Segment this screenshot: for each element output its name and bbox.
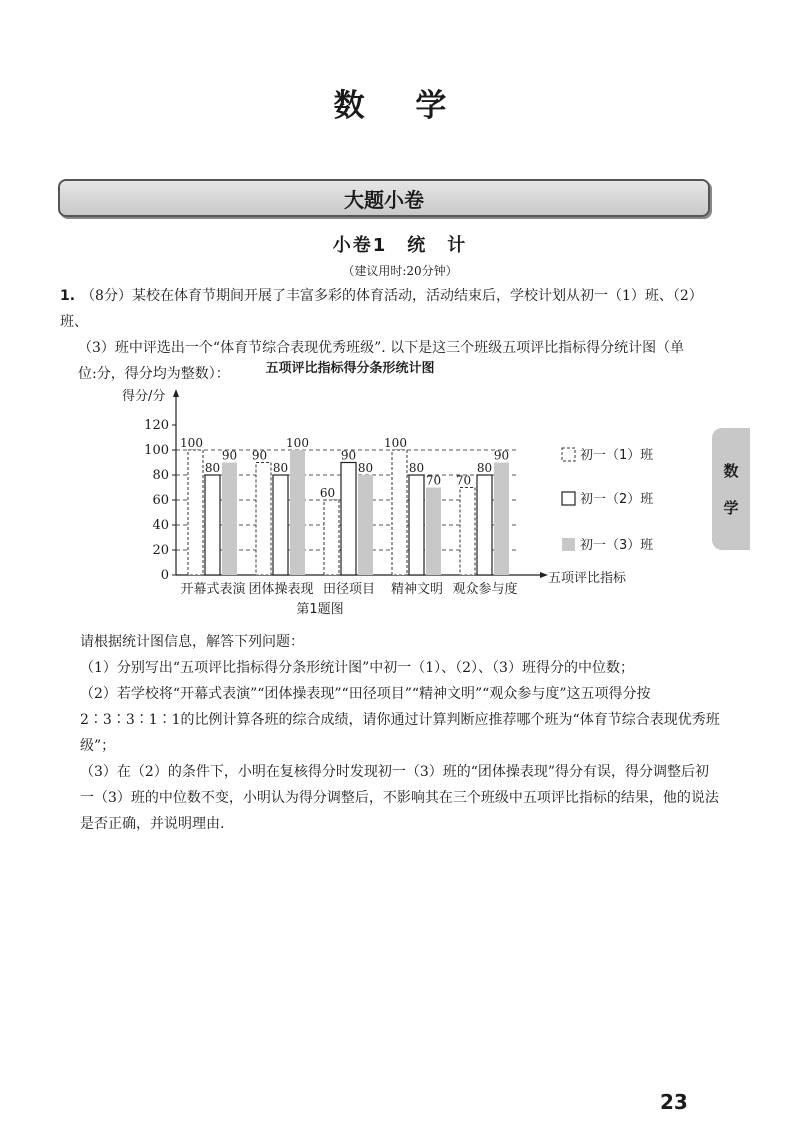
x-tick-label: 田径项目 [322,582,376,597]
bar [341,463,356,576]
bar [205,475,220,575]
bar [426,488,441,576]
subject-title: 数 学 [333,88,467,124]
bar-value-label: 100 [286,436,309,450]
question-line-3: 位:分，得分均为整数）： [78,366,230,382]
bar-value-label: 80 [272,461,289,475]
y-tick-label: 0 [160,568,169,583]
question-number: 1. [60,288,76,304]
bar [222,463,237,576]
y-axis-label: 得分/分 [122,389,166,404]
x-axis-label: 五项评比指标 [548,571,627,586]
legend-label: 初一（3）班 [580,538,654,553]
bar-value-label: 70 [455,473,472,488]
bar [188,450,203,575]
bar [494,463,509,576]
x-tick-label: 观众参与度 [452,582,518,597]
legend-swatch [562,448,575,461]
y-axis-arrow [173,389,179,397]
chart-caption: 第1题图 [296,602,344,617]
bar-value-label: 80 [408,461,425,475]
question-line-1: （8分）某校在体育节期间开展了丰富多彩的体育活动，活动结束后，学校计划从初一（1）班、（2）班、 [60,288,703,330]
bar-value-label: 80 [204,461,221,475]
bar [324,500,339,575]
subject-side-tab [712,428,750,550]
bar [290,450,305,575]
answer-instructions [80,629,720,837]
bar-value-label: 90 [221,448,238,463]
legend-label: 初一（1）班 [580,448,654,463]
bar-value-label: 80 [476,461,493,475]
y-tick-label: 120 [144,418,169,433]
bar [273,475,288,575]
bar-value-label: 100 [384,436,407,450]
bar-value-label: 90 [340,448,357,463]
time-note: （建议用时:20分钟） [342,264,458,278]
bar-value-label: 90 [493,448,510,463]
legend-swatch [562,492,575,505]
bar [477,475,492,575]
x-tick-label: 开幕式表演 [180,582,246,597]
x-axis-arrow [540,572,548,578]
y-tick-label: 100 [144,443,169,458]
bar [409,475,424,575]
answer-part-1: （1）分别写出“五项评比指标得分条形统计图”中初一（1）、（2）、（3）班得分的中位数； [80,660,634,676]
bar-value-label: 100 [180,436,203,450]
side-tab-char-2: 学 [723,499,739,517]
y-tick-label: 20 [152,543,169,558]
x-tick-label: 团体操表现 [248,582,314,597]
bar-value-label: 90 [251,448,268,463]
y-tick-label: 80 [152,468,169,483]
banner-label: 大题小卷 [344,187,424,212]
chart-title: 五项评比指标得分条形统计图 [265,361,435,376]
bar [460,488,475,576]
bar-value-label: 80 [357,461,374,475]
legend-swatch [562,538,575,551]
side-tab-char-1: 数 [723,462,739,480]
answers-intro: 请根据统计图信息，解答下列问题： [80,634,304,650]
bar-value-label: 60 [319,486,336,500]
answer-part-3: （3）在（2）的条件下，小明在复核得分时发现初一（3）班的“团体操表现”得分有误，得分调整后初一（3）班的中位数不变，小明认为得分调整后，不影响其在三个班级中五项评比指标的结果，他的说法是否正确，并说明理由. [80,764,719,832]
bar [392,450,407,575]
bar-value-label: 70 [425,473,442,488]
legend-label: 初一（2）班 [580,492,654,507]
y-tick-label: 40 [152,518,169,533]
y-tick-label: 60 [152,493,169,508]
question-line-2: （3）班中评选出一个“体育节综合表现优秀班级”. 以下是这三个班级五项评比指标得分统计图（单 [78,340,685,356]
answer-part-2: （2）若学校将“开幕式表演”“团体操表现”“田径项目”“精神文明”“观众参与度”这五项得分按2∶3∶3∶1∶1的比例计算各班的综合成绩，请你通过计算判断应推荐哪个班为“体育节综合表现优秀班级”； [80,686,720,754]
x-tick-label: 精神文明 [390,582,444,597]
quiz-title: 小卷1 统 计 [332,235,468,256]
page-number: 23 [660,1090,688,1114]
bar-chart-svg [100,355,700,625]
bar [256,463,271,576]
section-banner [58,179,710,217]
bar [358,475,373,575]
bar-chart [100,355,700,625]
